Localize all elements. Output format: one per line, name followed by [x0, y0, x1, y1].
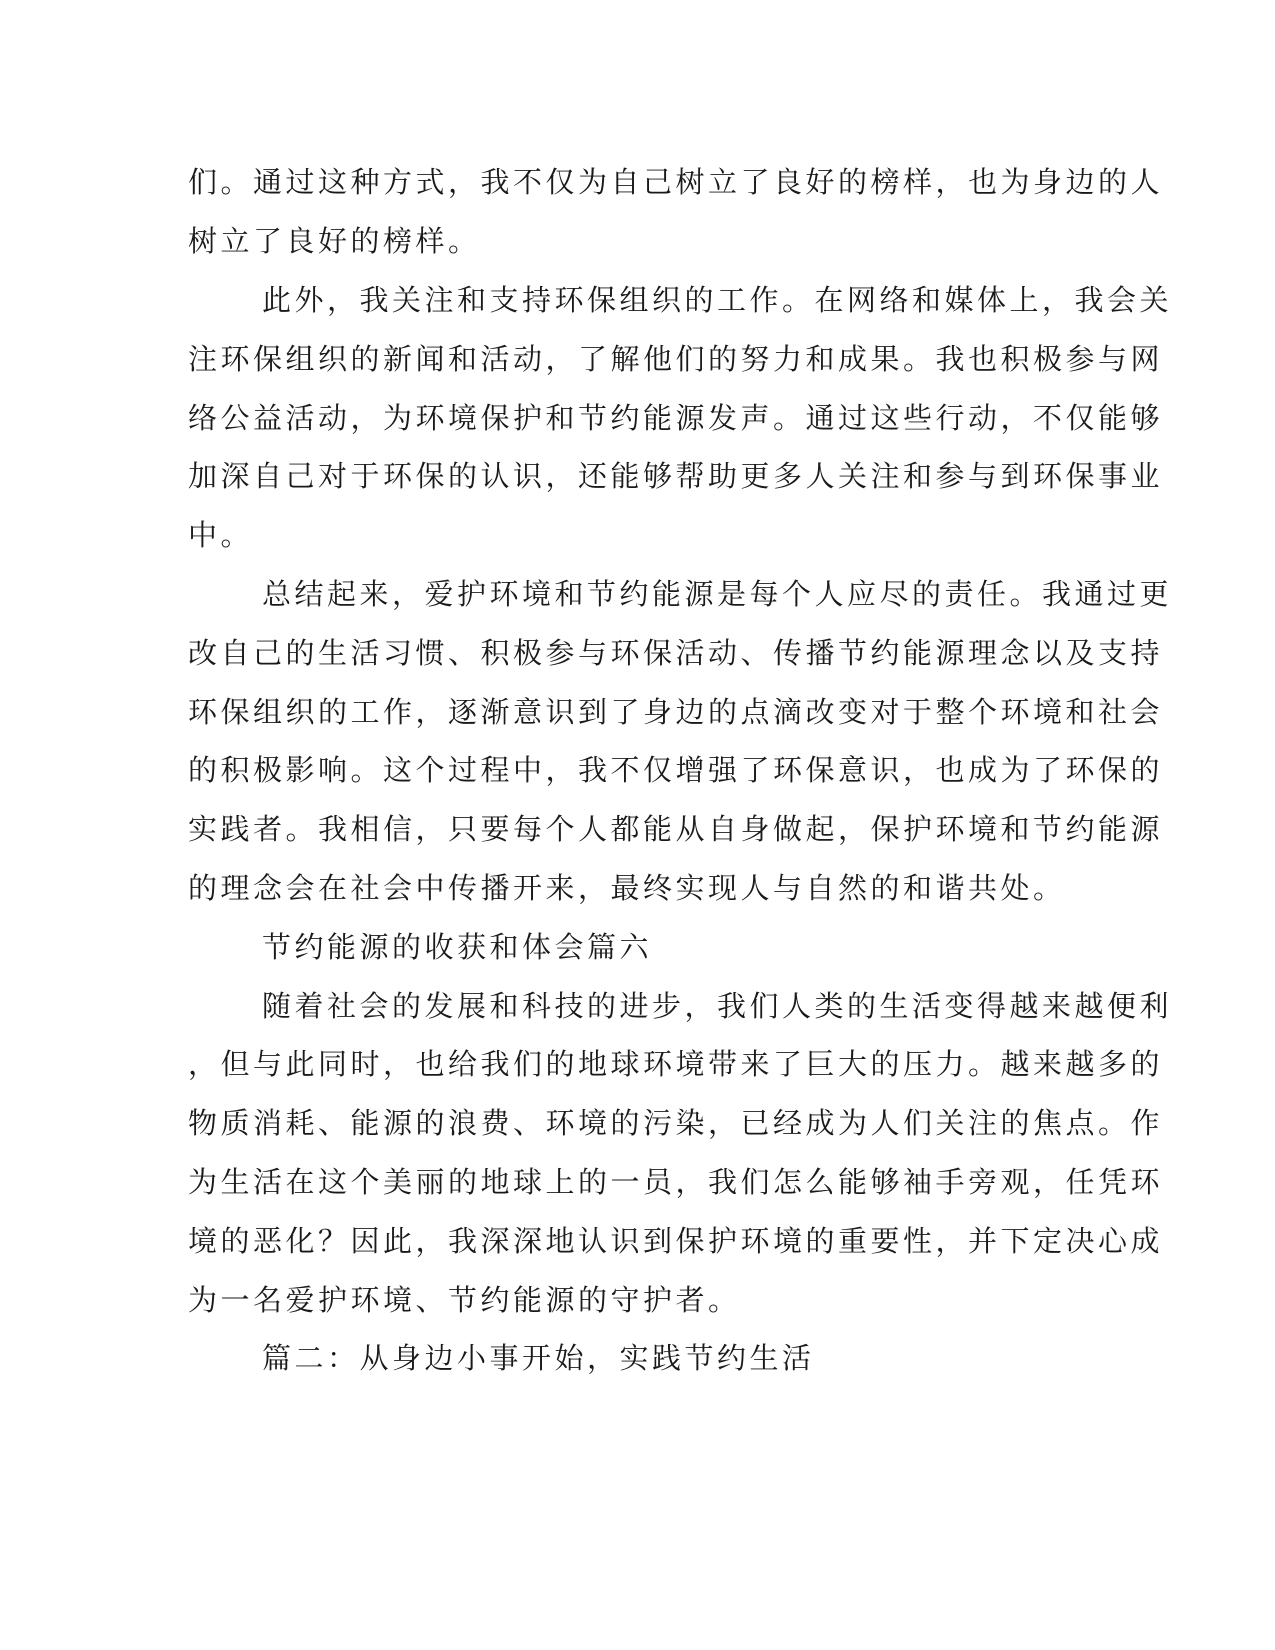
text-line: 加深自己对于环保的认识，还能够帮助更多人关注和参与到环保事业: [188, 459, 1164, 493]
text-line: 实践者。我相信，只要每个人都能从自身做起，保护环境和节约能源: [188, 812, 1164, 846]
text-line: 为一名爱护环境、节约能源的守护者。: [188, 1283, 741, 1317]
text-line: 的积极影响。这个过程中，我不仅增强了环保意识，也成为了环保的: [188, 753, 1164, 787]
section-heading: 节约能源的收获和体会篇六: [262, 930, 653, 964]
paragraph-start-line: 随着社会的发展和科技的进步，我们人类的生活变得越来越便利: [262, 989, 1173, 1023]
text-line: 们。通过这种方式，我不仅为自己树立了良好的榜样，也为身边的人: [188, 165, 1164, 199]
paragraph-start-line: 总结起来，爱护环境和节约能源是每个人应尽的责任。我通过更: [262, 577, 1173, 611]
text-line: 的理念会在社会中传播开来，最终实现人与自然的和谐共处。: [188, 871, 1066, 905]
text-line: 络公益活动，为环境保护和节约能源发声。通过这些行动，不仅能够: [188, 401, 1164, 435]
text-line: 改自己的生活习惯、积极参与环保活动、传播节约能源理念以及支持: [188, 636, 1164, 670]
section-heading: 篇二：从身边小事开始，实践节约生活: [262, 1341, 815, 1375]
text-line: ，但与此同时，也给我们的地球环境带来了巨大的压力。越来越多的: [188, 1047, 1164, 1081]
text-line: 环保组织的工作，逐渐意识到了身边的点滴改变对于整个环境和社会: [188, 695, 1164, 729]
text-line: 为生活在这个美丽的地球上的一员，我们怎么能够袖手旁观，任凭环: [188, 1165, 1164, 1199]
text-line: 境的恶化？因此，我深深地认识到保护环境的重要性，并下定决心成: [188, 1224, 1164, 1258]
text-line: 物质消耗、能源的浪费、环境的污染，已经成为人们关注的焦点。作: [188, 1106, 1164, 1140]
text-line: 注环保组织的新闻和活动，了解他们的努力和成果。我也积极参与网: [188, 342, 1164, 376]
text-line: 中。: [188, 518, 254, 552]
text-line: 树立了良好的榜样。: [188, 224, 481, 258]
paragraph-start-line: 此外，我关注和支持环保组织的工作。在网络和媒体上，我会关: [262, 283, 1173, 317]
